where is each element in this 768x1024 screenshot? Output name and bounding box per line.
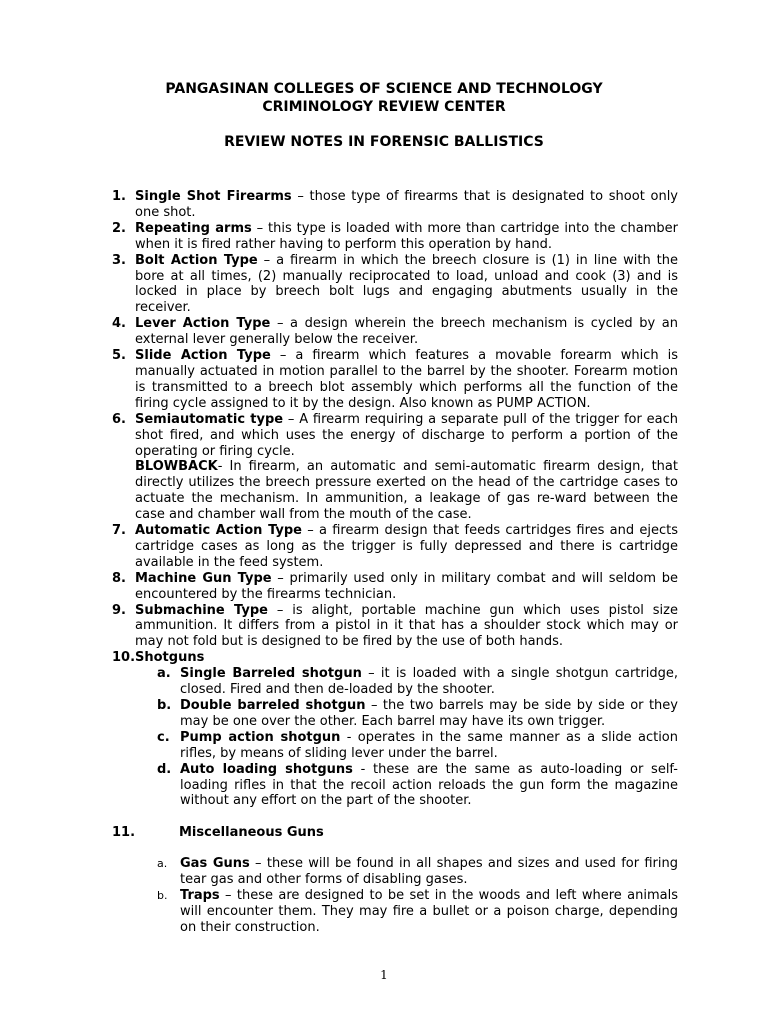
item-text: – those type of firearms that is designated to shoot only one shot.	[135, 189, 678, 220]
item-text: – primarily used only in military combat and will seldom be encountered by the firearms technician.	[135, 570, 678, 602]
item-text: – a firearm which features a movable forearm which is manually actuated in motion parallel to the barrel by the shooter. Forearm motion is transmitted to a breech blot assembly which performs all the function of the firing cycle assigned to it by the design. Also known as PUMP ACTION.	[135, 348, 678, 411]
sub-item-letter: b.	[157, 698, 172, 713]
list-item	[112, 253, 678, 317]
page-number: 1	[380, 968, 388, 982]
item-text: – a design wherein the breech mechanism is cycled by an external lever generally below the receiver.	[135, 316, 679, 348]
item-term: Lever Action Type	[135, 316, 271, 332]
sub-item-text: – the two barrels may be side by side or they may be one over the other. Each barrel may have its own trigger.	[180, 698, 678, 729]
item-number: 3.	[112, 252, 126, 268]
item-term: Shotguns	[135, 650, 205, 666]
item-number: 5.	[112, 348, 126, 364]
item-term: Submachine Type	[135, 602, 268, 618]
item-term: Automatic Action Type	[135, 523, 302, 539]
list-item	[112, 221, 678, 253]
institution-title: PANGASINAN COLLEGES OF SCIENCE AND TECHNOLOGY	[165, 81, 603, 97]
item-number: 7.	[112, 523, 126, 539]
sub-list-item	[157, 666, 678, 698]
item-term: Machine Gun Type	[135, 570, 272, 586]
list-item	[112, 571, 678, 603]
item-term: Single Shot Firearms	[135, 189, 292, 204]
blowback-term: BLOWBACK	[135, 459, 218, 475]
list-item	[112, 189, 678, 221]
sub-item-term: Auto loading shotguns	[180, 761, 353, 777]
sub-item-term: Traps	[180, 888, 220, 904]
sub-item-term: Gas Guns	[180, 856, 250, 872]
item-number: 4.	[112, 316, 126, 332]
sub-item-term: Single Barreled shotgun	[180, 666, 362, 682]
item-term: Miscellaneous Guns	[179, 825, 324, 841]
sub-list-item	[157, 698, 678, 730]
item-text: – a firearm in which the breech closure is (1) in line with the bore at all times, (2) manually reciprocated to load, unload and cook (3) and is locked in place by breech bolt lugs and engaging abutments usually in the receiver.	[135, 252, 678, 316]
list-item	[112, 348, 678, 412]
item-text: – A firearm requiring a separate pull of the trigger for each shot fired, and which uses the energy of discharge to perform a portion of the operating or firing cycle.	[135, 411, 678, 459]
sub-item-text: - these are the same as auto-loading or self-loading rifles in that the recoil action reloads the gun form the magazine without any effort on the part of the shooter.	[180, 761, 678, 809]
sub-item-text: – it is loaded with a single shotgun cartridge, closed. Fired and then de-loaded by the shooter.	[180, 666, 678, 698]
sub-item-text: - operates in the same manner as a slide action rifles, by means of sliding lever under the barrel.	[180, 729, 678, 761]
sub-item-letter: a.	[157, 857, 168, 871]
sub-item-letter: c.	[157, 729, 170, 745]
blowback-paragraph	[135, 459, 678, 523]
sub-list-item	[157, 762, 678, 810]
shotgun-sublist	[157, 666, 678, 809]
list-item-shotguns	[112, 650, 678, 666]
miscellaneous-sublist	[157, 856, 678, 936]
item-number: 11.	[112, 825, 136, 841]
center-title: CRIMINOLOGY REVIEW CENTER	[262, 99, 506, 115]
item-number: 2.	[112, 220, 126, 236]
item-text: – this type is loaded with more than cartridge into the chamber when it is fired rather having to perform this operation by hand.	[135, 220, 678, 252]
blowback-text: - In firearm, an automatic and semi-automatic firearm design, that directly utilizes the breech pressure exerted on the head of the cartridge cases to actuate the mechanism. In ammunition, a leakage of gas re-ward between the case and chamber wall from the mouth of the case.	[135, 459, 678, 523]
sub-item-letter: d.	[157, 761, 172, 777]
sub-list-item	[157, 888, 678, 936]
item-number: 8.	[112, 570, 126, 586]
item-number: 1.	[112, 189, 126, 204]
sub-list-item	[157, 856, 678, 888]
item-term: Slide Action Type	[135, 348, 271, 364]
item-number: 10.	[112, 650, 136, 666]
item-term: Bolt Action Type	[135, 252, 258, 268]
notes-body	[112, 189, 678, 936]
sub-item-term: Double barreled shotgun	[180, 698, 366, 713]
item-number: 9.	[112, 602, 126, 618]
sub-item-letter: a.	[157, 666, 171, 682]
list-item	[112, 523, 678, 571]
sub-item-letter: b.	[157, 889, 168, 903]
item-term: Semiautomatic type	[135, 411, 284, 427]
item-text: – is alight, portable machine gun which uses pistol size ammunition. It differs from a pistol in it that has a shoulder stock which may or may not fold but is designed to be fired by the use of both hands.	[135, 602, 678, 650]
item-term: Repeating arms	[135, 220, 252, 236]
list-item	[112, 603, 678, 651]
sub-item-text: – these will be found in all shapes and sizes and used for firing tear gas and other forms of disabling gases.	[180, 856, 678, 888]
document-title: REVIEW NOTES IN FORENSIC BALLISTICS	[224, 134, 544, 150]
sub-item-term: Pump action shotgun	[180, 729, 341, 745]
list-item-miscellaneous	[112, 825, 678, 841]
sub-list-item	[157, 730, 678, 762]
sub-item-text: – these are designed to be set in the woods and left where animals will encounter them. They may fire a bullet or a poison charge, depending on their construction.	[180, 888, 678, 935]
list-item	[112, 412, 678, 523]
list-item	[112, 316, 678, 348]
item-number: 6.	[112, 411, 126, 427]
document-header	[0, 80, 768, 151]
item-text: – a firearm design that feeds cartridges fires and ejects cartridge cases as long as the trigger is fully depressed and there is cartridge available in the feed system.	[135, 523, 678, 570]
